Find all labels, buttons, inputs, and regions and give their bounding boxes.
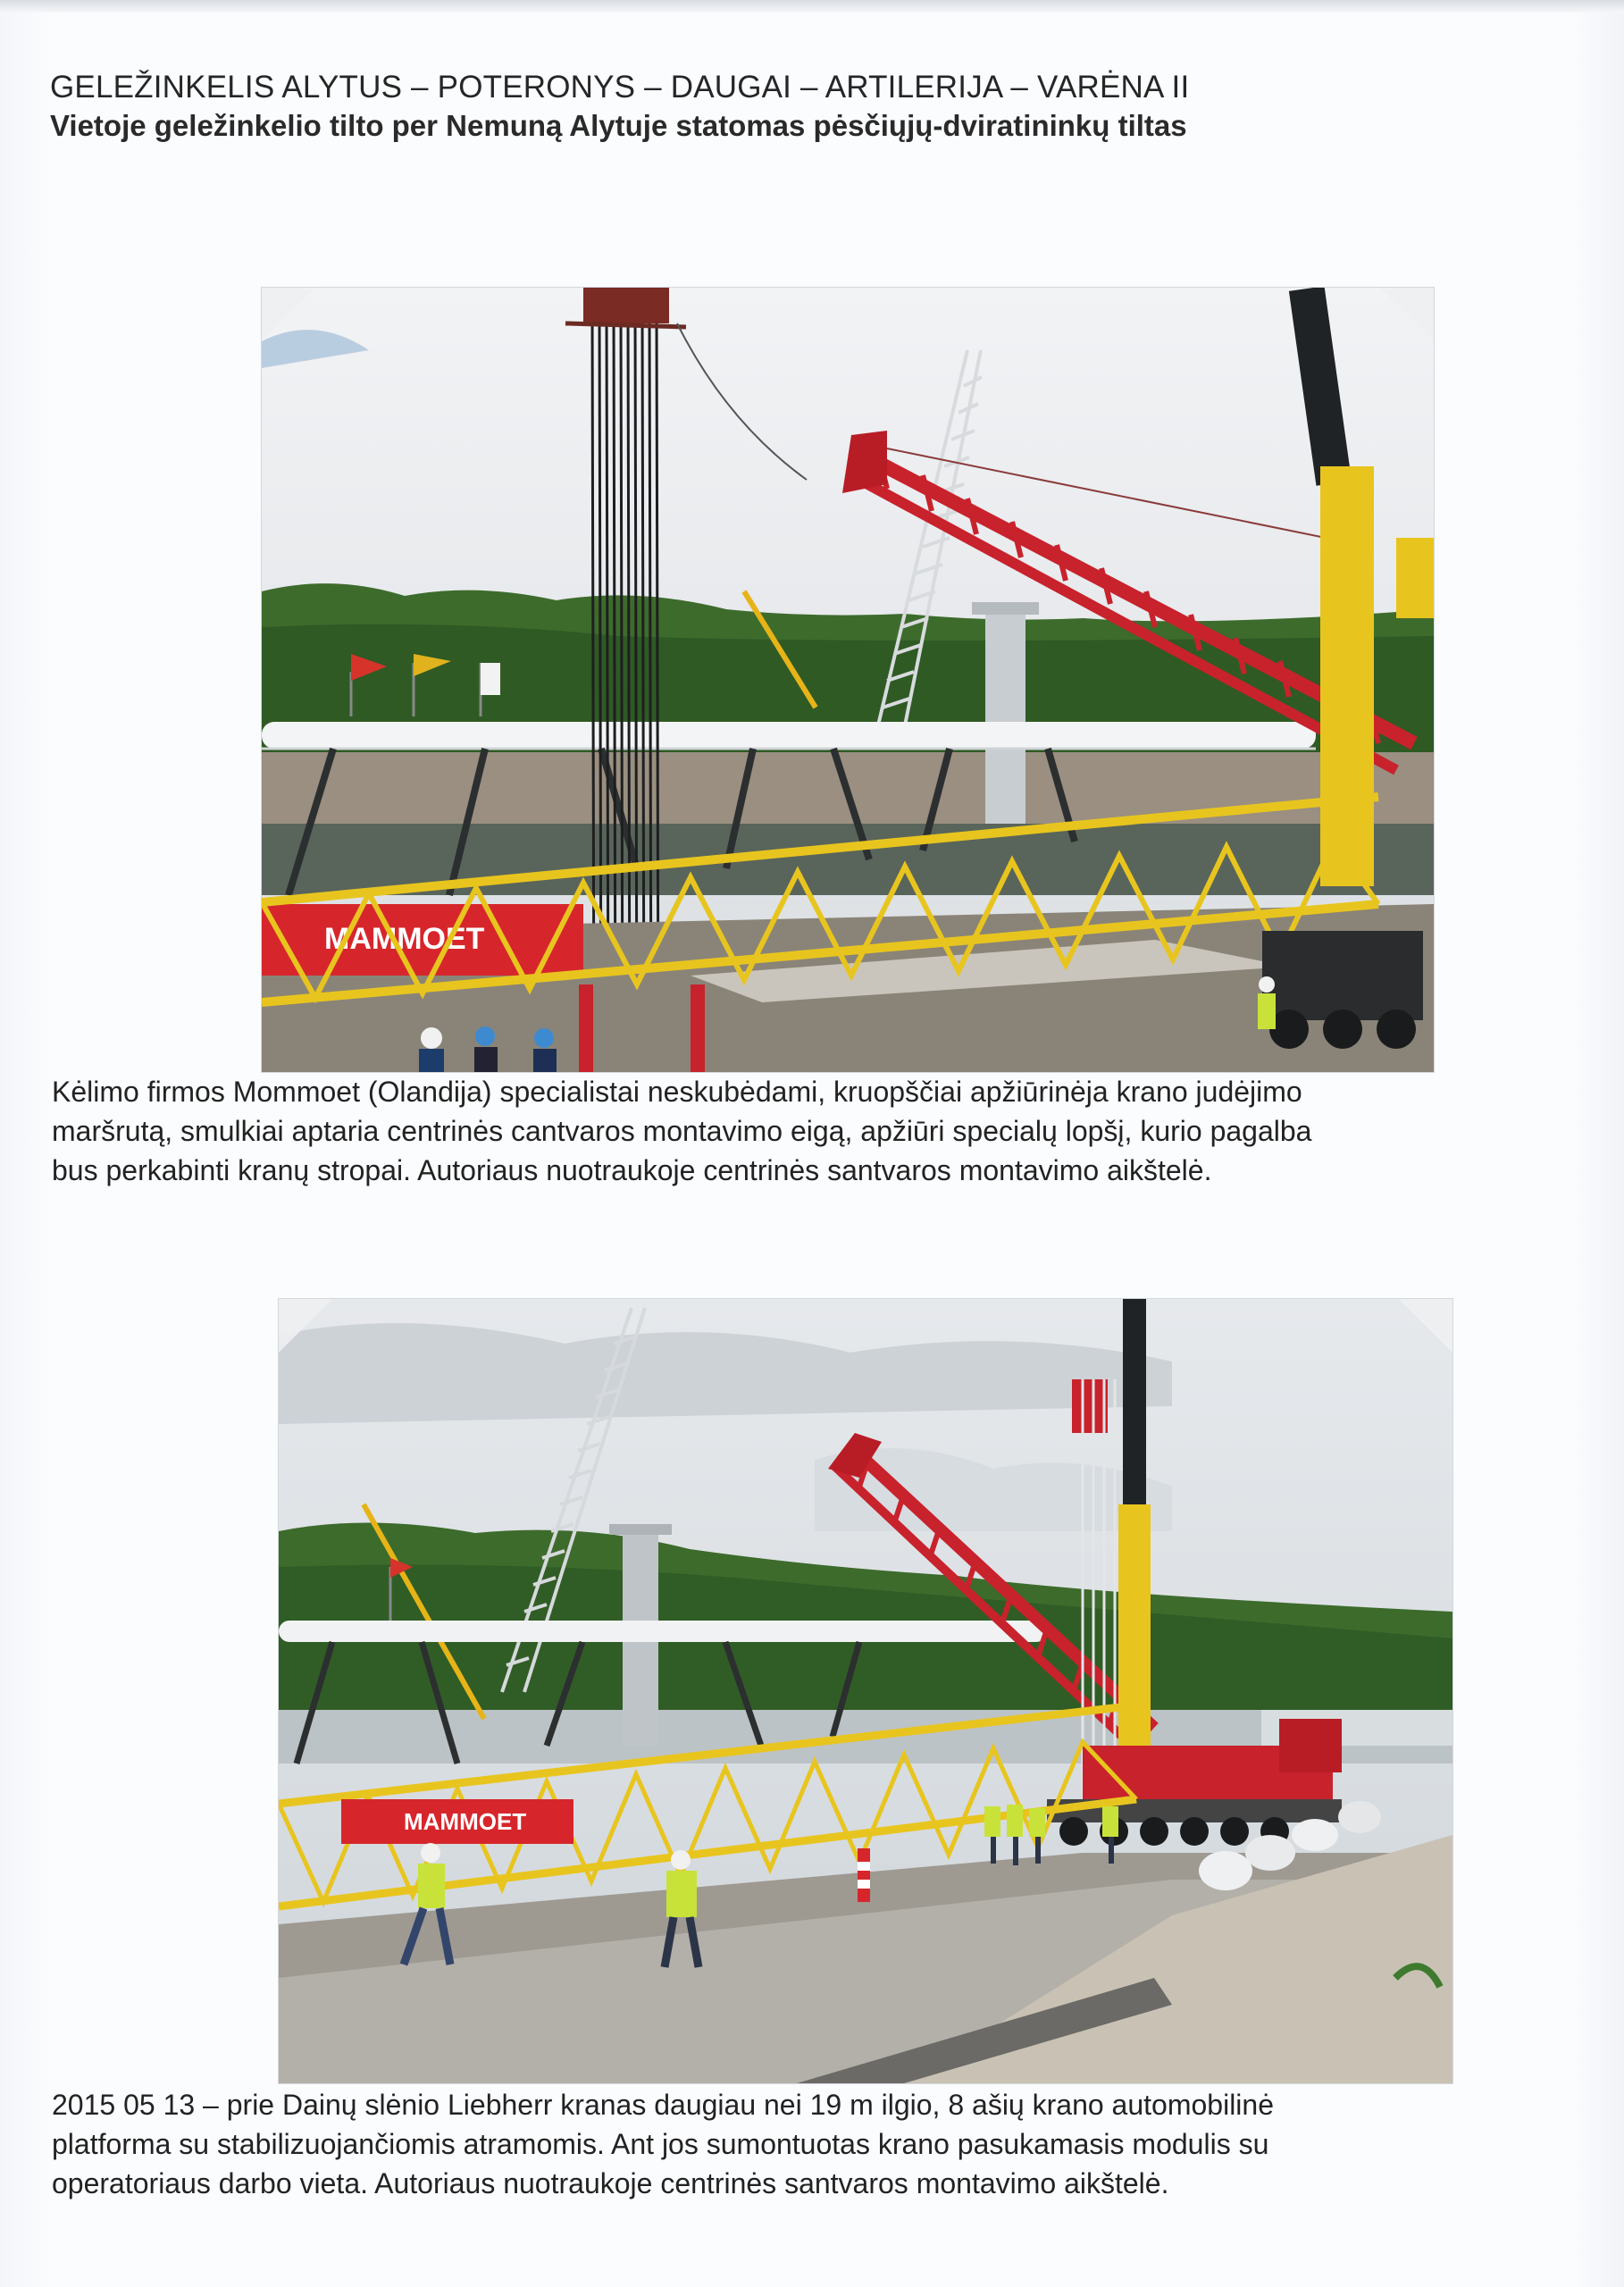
page-subtitle: Vietoje geležinkelio tilto per Nemuną Alytuje statomas pėsčiųjų-dviratininkų tiltas [50, 109, 1187, 142]
caption-line: bus perkabinti kranų stropai. Autoriaus nuotraukoje centrinės santvaros montavimo aikštelė. [52, 1154, 1212, 1186]
crane-assembly-scene-2 [279, 1299, 1452, 2083]
caption-line: Kėlimo firmos Mommoet (Olandija) specialistai neskubėdami, kruopščiai apžiūrinėja krano judėjimo [52, 1076, 1302, 1108]
photo-1-caption [52, 1072, 1570, 1190]
caption-line: maršrutą, smulkiai aptaria centrinės cantvaros montavimo eigą, apžiūri specialų lopšį, kurio pagalba [52, 1115, 1312, 1147]
crane-assembly-scene-1 [262, 288, 1434, 1072]
page-title: GELEŽINKELIS ALYTUS – POTERONYS – DAUGAI – ARTILERIJA – VARĖNA II [50, 70, 1190, 105]
caption-line: operatoriaus darbo vieta. Autoriaus nuotraukoje centrinės santvaros montavimo aikštelė. [52, 2167, 1169, 2199]
caption-line: 2015 05 13 – prie Dainų slėnio Liebherr kranas daugiau nei 19 m ilgio, 8 ašių krano automobilinė [52, 2089, 1274, 2121]
photo-2-caption [52, 2085, 1570, 2203]
caption-line: platforma su stabilizuojančiomis atramomis. Ant jos sumontuotas krano pasukamasis modulis su [52, 2128, 1269, 2160]
mammoet-banner-text: MAMMOET [404, 1808, 527, 1835]
mammoet-banner-text: MAMMOET [324, 922, 485, 956]
construction-photo-1 [262, 288, 1434, 1072]
page-top-edge [0, 0, 1624, 13]
construction-photo-2 [279, 1299, 1452, 2083]
